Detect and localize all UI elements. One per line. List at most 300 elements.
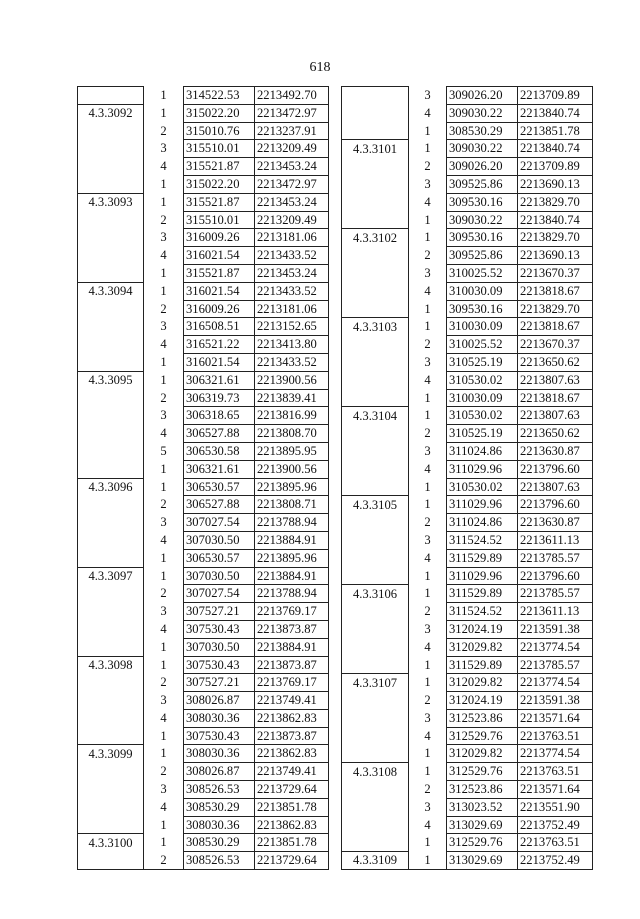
parcel-id-cell bbox=[342, 816, 409, 834]
x-coordinate-cell: 306321.61 bbox=[184, 460, 255, 478]
x-coordinate-cell: 306321.61 bbox=[184, 371, 255, 389]
y-coordinate-cell: 2213571.64 bbox=[518, 709, 593, 727]
x-coordinate-cell: 316521.22 bbox=[184, 336, 255, 354]
y-coordinate-cell: 2213763.51 bbox=[518, 834, 593, 852]
point-number-cell: 1 bbox=[160, 105, 167, 120]
parcel-id-cell bbox=[342, 442, 409, 460]
x-coordinate-cell: 315521.87 bbox=[184, 193, 255, 211]
table-row bbox=[78, 531, 329, 549]
y-coordinate-cell: 2213709.89 bbox=[518, 87, 593, 105]
point-number-cell: 2 bbox=[160, 586, 167, 601]
point-number-cell: 1 bbox=[160, 461, 167, 476]
x-coordinate-cell: 310530.02 bbox=[447, 407, 518, 425]
x-coordinate-cell: 306527.88 bbox=[184, 425, 255, 443]
x-coordinate-cell: 312029.82 bbox=[447, 674, 518, 692]
x-coordinate-cell: 310030.09 bbox=[447, 389, 518, 407]
parcel-id-cell: 4.3.3108 bbox=[342, 763, 409, 781]
x-coordinate-cell: 315510.01 bbox=[184, 211, 255, 229]
x-coordinate-cell: 313029.69 bbox=[447, 852, 518, 870]
table-row bbox=[78, 638, 329, 656]
table-row bbox=[342, 336, 593, 354]
parcel-id-cell bbox=[78, 852, 144, 870]
x-coordinate-cell: 313029.69 bbox=[447, 816, 518, 834]
y-coordinate-cell: 2213670.37 bbox=[518, 336, 593, 354]
table-row bbox=[342, 514, 593, 532]
point-number-cell: 3 bbox=[160, 515, 167, 530]
parcel-id-cell bbox=[78, 389, 144, 407]
table-row bbox=[342, 104, 593, 122]
table-row bbox=[78, 496, 329, 514]
parcel-id-cell: 4.3.3106 bbox=[342, 585, 409, 603]
table-row bbox=[342, 478, 593, 496]
x-coordinate-cell: 307530.43 bbox=[184, 656, 255, 674]
y-coordinate-cell: 2213818.67 bbox=[518, 282, 593, 300]
point-number-cell: 1 bbox=[424, 835, 431, 850]
x-coordinate-cell: 316021.54 bbox=[184, 282, 255, 300]
parcel-id-cell bbox=[342, 247, 409, 265]
table-row bbox=[342, 87, 593, 105]
table-row bbox=[78, 175, 329, 193]
parcel-id-cell bbox=[78, 425, 144, 443]
x-coordinate-cell: 309530.16 bbox=[447, 229, 518, 247]
table-row bbox=[78, 514, 329, 532]
point-number-cell: 4 bbox=[160, 248, 167, 263]
x-coordinate-cell: 307527.21 bbox=[184, 603, 255, 621]
y-coordinate-cell: 2213808.71 bbox=[255, 496, 329, 514]
table-row bbox=[342, 282, 593, 300]
parcel-id-cell bbox=[342, 371, 409, 389]
x-coordinate-cell: 307027.54 bbox=[184, 514, 255, 532]
parcel-id-cell bbox=[342, 353, 409, 371]
y-coordinate-cell: 2213829.70 bbox=[518, 229, 593, 247]
x-coordinate-cell: 310025.52 bbox=[447, 264, 518, 282]
point-number-cell: 3 bbox=[160, 693, 167, 708]
y-coordinate-cell: 2213895.96 bbox=[255, 549, 329, 567]
parcel-id-cell bbox=[78, 300, 144, 318]
table-row bbox=[78, 567, 329, 585]
point-number-cell: 1 bbox=[160, 354, 167, 369]
table-row bbox=[342, 140, 593, 158]
point-number-cell: 1 bbox=[424, 586, 431, 601]
parcel-id-cell: 4.3.3092 bbox=[78, 104, 144, 122]
y-coordinate-cell: 2213209.49 bbox=[255, 211, 329, 229]
table-row bbox=[342, 229, 593, 247]
point-number-cell: 1 bbox=[160, 88, 167, 102]
table-row bbox=[342, 460, 593, 478]
x-coordinate-cell: 308526.53 bbox=[184, 852, 255, 870]
y-coordinate-cell: 2213840.74 bbox=[518, 104, 593, 122]
table-row bbox=[78, 798, 329, 816]
table-row bbox=[78, 852, 329, 870]
parcel-id-cell bbox=[78, 781, 144, 799]
y-coordinate-cell: 2213808.70 bbox=[255, 425, 329, 443]
parcel-id-cell bbox=[78, 585, 144, 603]
x-coordinate-cell: 316021.54 bbox=[184, 247, 255, 265]
table-row bbox=[342, 567, 593, 585]
point-number-cell: 1 bbox=[160, 835, 167, 850]
point-number-cell: 1 bbox=[424, 390, 431, 405]
parcel-id-cell bbox=[78, 407, 144, 425]
point-number-cell: 3 bbox=[424, 88, 431, 102]
x-coordinate-cell: 309030.22 bbox=[447, 140, 518, 158]
point-number-cell: 4 bbox=[160, 799, 167, 814]
parcel-id-cell: 4.3.3103 bbox=[342, 318, 409, 336]
parcel-id-cell bbox=[342, 603, 409, 621]
point-number-cell: 2 bbox=[160, 390, 167, 405]
x-coordinate-cell: 306530.57 bbox=[184, 549, 255, 567]
point-number-cell: 3 bbox=[424, 532, 431, 547]
parcel-id-cell bbox=[78, 709, 144, 727]
parcel-id-cell bbox=[342, 692, 409, 710]
y-coordinate-cell: 2213873.87 bbox=[255, 727, 329, 745]
parcel-id-cell bbox=[342, 834, 409, 852]
table-row bbox=[78, 353, 329, 371]
x-coordinate-cell: 316508.51 bbox=[184, 318, 255, 336]
point-number-cell: 1 bbox=[160, 817, 167, 832]
y-coordinate-cell: 2213829.70 bbox=[518, 300, 593, 318]
point-number-cell: 1 bbox=[409, 852, 447, 870]
point-number-cell: 2 bbox=[160, 212, 167, 227]
parcel-id-cell: 4.3.3093 bbox=[78, 193, 144, 211]
y-coordinate-cell: 2213774.54 bbox=[518, 674, 593, 692]
table-row bbox=[342, 371, 593, 389]
x-coordinate-cell: 316021.54 bbox=[184, 353, 255, 371]
point-number-cell: 3 bbox=[424, 354, 431, 369]
x-coordinate-cell: 312529.76 bbox=[447, 763, 518, 781]
y-coordinate-cell: 2213152.65 bbox=[255, 318, 329, 336]
y-coordinate-cell: 2213873.87 bbox=[255, 656, 329, 674]
table-row bbox=[342, 656, 593, 674]
point-number-cell: 1 bbox=[160, 568, 167, 583]
x-coordinate-cell: 307530.43 bbox=[184, 620, 255, 638]
x-coordinate-cell: 308030.36 bbox=[184, 816, 255, 834]
point-number-cell: 2 bbox=[424, 782, 431, 797]
page-number: 618 bbox=[309, 60, 331, 75]
x-coordinate-cell: 312029.82 bbox=[447, 638, 518, 656]
y-coordinate-cell: 2213851.78 bbox=[255, 798, 329, 816]
y-coordinate-cell: 2213209.49 bbox=[255, 140, 329, 158]
parcel-id-cell bbox=[342, 709, 409, 727]
point-number-cell: 2 bbox=[424, 248, 431, 263]
y-coordinate-cell: 2213453.24 bbox=[255, 158, 329, 176]
y-coordinate-cell: 2213840.74 bbox=[518, 211, 593, 229]
table-row bbox=[78, 425, 329, 443]
point-number-cell: 2 bbox=[160, 675, 167, 690]
parcel-id-cell bbox=[78, 318, 144, 336]
y-coordinate-cell: 2213818.67 bbox=[518, 318, 593, 336]
table-row bbox=[78, 371, 329, 389]
point-number-cell: 1 bbox=[424, 212, 431, 227]
coordinate-table-right bbox=[341, 86, 593, 870]
point-number-cell: 4 bbox=[160, 710, 167, 725]
x-coordinate-cell: 311029.96 bbox=[447, 496, 518, 514]
table-row bbox=[342, 603, 593, 621]
y-coordinate-cell: 2213551.90 bbox=[518, 798, 593, 816]
x-coordinate-cell: 315521.87 bbox=[184, 264, 255, 282]
parcel-id-cell bbox=[78, 229, 144, 247]
table-row bbox=[78, 709, 329, 727]
y-coordinate-cell: 2213729.64 bbox=[255, 852, 329, 870]
x-coordinate-cell: 307527.21 bbox=[184, 674, 255, 692]
parcel-id-cell bbox=[78, 798, 144, 816]
y-coordinate-cell: 2213862.83 bbox=[255, 816, 329, 834]
parcel-id-cell bbox=[342, 656, 409, 674]
parcel-id-cell bbox=[78, 603, 144, 621]
y-coordinate-cell: 2213840.74 bbox=[518, 140, 593, 158]
y-coordinate-cell: 2213796.60 bbox=[518, 567, 593, 585]
y-coordinate-cell: 2213433.52 bbox=[255, 247, 329, 265]
parcel-id-cell bbox=[78, 674, 144, 692]
parcel-id-cell bbox=[78, 140, 144, 158]
y-coordinate-cell: 2213709.89 bbox=[518, 158, 593, 176]
point-number-cell: 1 bbox=[424, 568, 431, 583]
parcel-id-cell bbox=[78, 122, 144, 140]
point-number-cell: 4 bbox=[160, 621, 167, 636]
point-number-cell: 2 bbox=[424, 159, 431, 174]
point-number-cell: 1 bbox=[160, 283, 167, 298]
x-coordinate-cell: 314522.53 bbox=[184, 87, 255, 105]
y-coordinate-cell: 2213433.52 bbox=[255, 353, 329, 371]
parcel-id-cell: 4.3.3109 bbox=[342, 852, 409, 870]
coordinate-table-left bbox=[77, 86, 329, 870]
parcel-id-cell bbox=[78, 549, 144, 567]
y-coordinate-cell: 2213788.94 bbox=[255, 514, 329, 532]
parcel-id-cell bbox=[78, 727, 144, 745]
y-coordinate-cell: 2213433.52 bbox=[255, 282, 329, 300]
y-coordinate-cell: 2213774.54 bbox=[518, 638, 593, 656]
table-row bbox=[342, 763, 593, 781]
parcel-id-cell bbox=[342, 798, 409, 816]
x-coordinate-cell: 310030.09 bbox=[447, 318, 518, 336]
x-coordinate-cell: 315010.76 bbox=[184, 122, 255, 140]
x-coordinate-cell: 310025.52 bbox=[447, 336, 518, 354]
y-coordinate-cell: 2213895.95 bbox=[255, 442, 329, 460]
point-number-cell: 2 bbox=[160, 123, 167, 138]
parcel-id-cell: 4.3.3107 bbox=[342, 674, 409, 692]
x-coordinate-cell: 306527.88 bbox=[184, 496, 255, 514]
table-row bbox=[342, 353, 593, 371]
parcel-id-cell bbox=[78, 531, 144, 549]
table-row bbox=[342, 727, 593, 745]
table-row bbox=[342, 389, 593, 407]
point-number-cell: 1 bbox=[160, 479, 167, 494]
point-number-cell: 1 bbox=[424, 479, 431, 494]
y-coordinate-cell: 2213774.54 bbox=[518, 745, 593, 763]
table-row bbox=[78, 229, 329, 247]
point-number-cell: 3 bbox=[424, 443, 431, 458]
y-coordinate-cell: 2213818.67 bbox=[518, 389, 593, 407]
y-coordinate-cell: 2213807.63 bbox=[518, 407, 593, 425]
x-coordinate-cell: 309525.86 bbox=[447, 175, 518, 193]
x-coordinate-cell: 311024.86 bbox=[447, 442, 518, 460]
parcel-id-cell bbox=[342, 425, 409, 443]
point-number-cell: 1 bbox=[424, 141, 431, 156]
y-coordinate-cell: 2213630.87 bbox=[518, 442, 593, 460]
y-coordinate-cell: 2213788.94 bbox=[255, 585, 329, 603]
parcel-id-cell bbox=[78, 211, 144, 229]
x-coordinate-cell: 308026.87 bbox=[184, 763, 255, 781]
y-coordinate-cell: 2213611.13 bbox=[518, 603, 593, 621]
y-coordinate-cell: 2213752.49 bbox=[518, 816, 593, 834]
table-row bbox=[342, 122, 593, 140]
y-coordinate-cell: 2213895.96 bbox=[255, 478, 329, 496]
table-row bbox=[78, 193, 329, 211]
table-row bbox=[342, 834, 593, 852]
point-number-cell: 4 bbox=[160, 426, 167, 441]
y-coordinate-cell: 2213237.91 bbox=[255, 122, 329, 140]
y-coordinate-cell: 2213900.56 bbox=[255, 460, 329, 478]
x-coordinate-cell: 310525.19 bbox=[447, 353, 518, 371]
parcel-id-cell: 4.3.3096 bbox=[78, 478, 144, 496]
point-number-cell: 4 bbox=[424, 639, 431, 654]
x-coordinate-cell: 309530.16 bbox=[447, 193, 518, 211]
x-coordinate-cell: 307030.50 bbox=[184, 638, 255, 656]
x-coordinate-cell: 315510.01 bbox=[184, 140, 255, 158]
point-number-cell: 4 bbox=[424, 194, 431, 209]
parcel-id-cell bbox=[78, 175, 144, 193]
point-number-cell: 4 bbox=[424, 817, 431, 832]
y-coordinate-cell: 2213839.41 bbox=[255, 389, 329, 407]
table-row bbox=[78, 407, 329, 425]
point-number-cell: 3 bbox=[424, 176, 431, 191]
parcel-id-cell bbox=[342, 781, 409, 799]
point-number-cell: 2 bbox=[144, 852, 184, 870]
y-coordinate-cell: 2213763.51 bbox=[518, 763, 593, 781]
point-number-cell: 4 bbox=[160, 159, 167, 174]
point-number-cell: 3 bbox=[160, 408, 167, 423]
parcel-id-cell bbox=[342, 122, 409, 140]
y-coordinate-cell: 2213829.70 bbox=[518, 193, 593, 211]
y-coordinate-cell: 2213690.13 bbox=[518, 175, 593, 193]
point-number-cell: 1 bbox=[160, 550, 167, 565]
table-row bbox=[342, 709, 593, 727]
point-number-cell: 4 bbox=[424, 461, 431, 476]
x-coordinate-cell: 312024.19 bbox=[447, 620, 518, 638]
parcel-id-cell bbox=[78, 514, 144, 532]
table-row bbox=[342, 798, 593, 816]
table-row bbox=[78, 692, 329, 710]
parcel-id-cell bbox=[342, 620, 409, 638]
parcel-id-cell bbox=[78, 247, 144, 265]
table-row bbox=[342, 247, 593, 265]
parcel-id-cell bbox=[342, 282, 409, 300]
x-coordinate-cell: 315521.87 bbox=[184, 158, 255, 176]
parcel-id-cell bbox=[78, 460, 144, 478]
table-row bbox=[342, 264, 593, 282]
point-number-cell: 1 bbox=[424, 123, 431, 138]
x-coordinate-cell: 308530.29 bbox=[184, 834, 255, 852]
y-coordinate-cell: 2213591.38 bbox=[518, 692, 593, 710]
table-row bbox=[78, 282, 329, 300]
point-number-cell: 4 bbox=[424, 283, 431, 298]
point-number-cell: 4 bbox=[424, 728, 431, 743]
x-coordinate-cell: 311529.89 bbox=[447, 585, 518, 603]
parcel-id-cell bbox=[342, 638, 409, 656]
x-coordinate-cell: 309030.22 bbox=[447, 104, 518, 122]
x-coordinate-cell: 315022.20 bbox=[184, 104, 255, 122]
parcel-id-cell bbox=[342, 745, 409, 763]
table-row bbox=[342, 781, 593, 799]
parcel-id-cell bbox=[342, 727, 409, 745]
point-number-cell: 1 bbox=[160, 639, 167, 654]
point-number-cell: 4 bbox=[424, 372, 431, 387]
table-row bbox=[78, 656, 329, 674]
x-coordinate-cell: 308026.87 bbox=[184, 692, 255, 710]
x-coordinate-cell: 309525.86 bbox=[447, 247, 518, 265]
point-number-cell: 3 bbox=[424, 710, 431, 725]
x-coordinate-cell: 308526.53 bbox=[184, 781, 255, 799]
point-number-cell: 4 bbox=[160, 337, 167, 352]
x-coordinate-cell: 307027.54 bbox=[184, 585, 255, 603]
table-row bbox=[78, 727, 329, 745]
point-number-cell: 4 bbox=[424, 550, 431, 565]
table-row bbox=[342, 745, 593, 763]
y-coordinate-cell: 2213181.06 bbox=[255, 300, 329, 318]
x-coordinate-cell: 312024.19 bbox=[447, 692, 518, 710]
x-coordinate-cell: 311029.96 bbox=[447, 460, 518, 478]
point-number-cell: 1 bbox=[160, 176, 167, 191]
table-row bbox=[342, 816, 593, 834]
x-coordinate-cell: 311029.96 bbox=[447, 567, 518, 585]
point-number-cell: 1 bbox=[160, 372, 167, 387]
parcel-id-cell bbox=[78, 87, 144, 105]
parcel-id-cell bbox=[78, 620, 144, 638]
point-number-cell: 1 bbox=[424, 230, 431, 245]
x-coordinate-cell: 312529.76 bbox=[447, 834, 518, 852]
table-row bbox=[78, 620, 329, 638]
point-number-cell: 3 bbox=[160, 230, 167, 245]
point-number-cell: 3 bbox=[160, 141, 167, 156]
point-number-cell: 3 bbox=[160, 604, 167, 619]
table-row bbox=[78, 585, 329, 603]
x-coordinate-cell: 312523.86 bbox=[447, 709, 518, 727]
x-coordinate-cell: 311524.52 bbox=[447, 603, 518, 621]
x-coordinate-cell: 308530.29 bbox=[447, 122, 518, 140]
x-coordinate-cell: 310030.09 bbox=[447, 282, 518, 300]
point-number-cell: 3 bbox=[160, 782, 167, 797]
point-number-cell: 2 bbox=[424, 337, 431, 352]
parcel-id-cell bbox=[342, 175, 409, 193]
x-coordinate-cell: 308030.36 bbox=[184, 745, 255, 763]
y-coordinate-cell: 2213611.13 bbox=[518, 531, 593, 549]
parcel-id-cell: 4.3.3099 bbox=[78, 745, 144, 763]
point-number-cell: 2 bbox=[160, 497, 167, 512]
parcel-id-cell bbox=[78, 692, 144, 710]
parcel-id-cell: 4.3.3100 bbox=[78, 834, 144, 852]
point-number-cell: 2 bbox=[160, 301, 167, 316]
parcel-id-cell bbox=[78, 158, 144, 176]
x-coordinate-cell: 306319.73 bbox=[184, 389, 255, 407]
point-number-cell: 1 bbox=[160, 265, 167, 280]
parcel-id-cell bbox=[342, 336, 409, 354]
parcel-id-cell bbox=[78, 336, 144, 354]
y-coordinate-cell: 2213851.78 bbox=[518, 122, 593, 140]
y-coordinate-cell: 2213851.78 bbox=[255, 834, 329, 852]
x-coordinate-cell: 306530.57 bbox=[184, 478, 255, 496]
parcel-id-cell: 4.3.3104 bbox=[342, 407, 409, 425]
x-coordinate-cell: 309530.16 bbox=[447, 300, 518, 318]
parcel-id-cell: 4.3.3095 bbox=[78, 371, 144, 389]
table-row bbox=[78, 674, 329, 692]
table-row bbox=[78, 763, 329, 781]
x-coordinate-cell: 307030.50 bbox=[184, 531, 255, 549]
table-row bbox=[78, 834, 329, 852]
point-number-cell: 2 bbox=[160, 764, 167, 779]
table-row bbox=[342, 442, 593, 460]
table-row bbox=[78, 122, 329, 140]
table-row bbox=[78, 389, 329, 407]
table-row bbox=[78, 549, 329, 567]
